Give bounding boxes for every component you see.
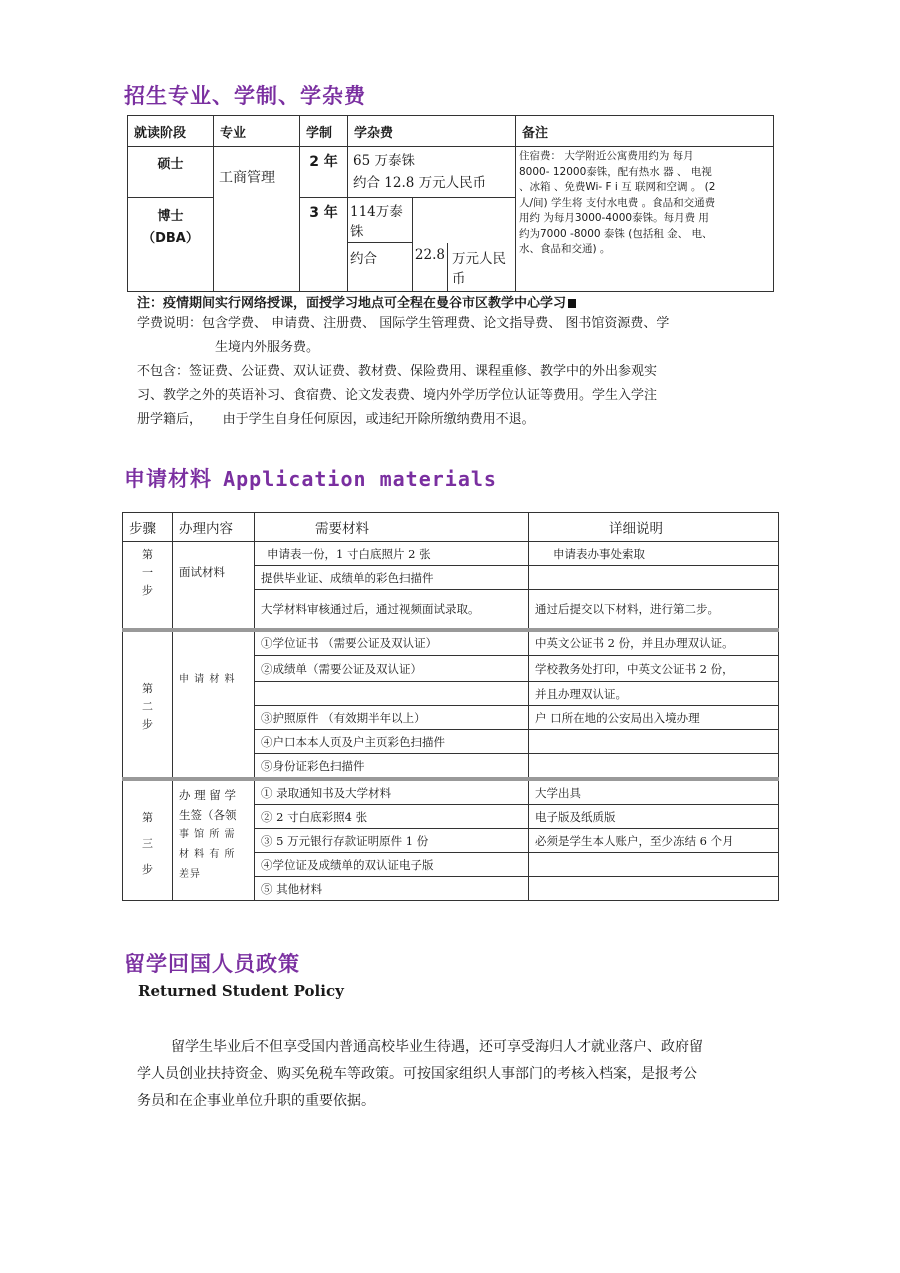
masters-fee-rmb: 约合 12.8 万元人民币 (353, 175, 487, 191)
materials-header-row (123, 513, 779, 542)
detail-cell: 中英文公证书 2 份，并且办理双认证。 (529, 630, 779, 656)
header-materials: 需要材料 (255, 513, 529, 542)
material-cell: ①学位证书 （需要公证及双认证） (255, 630, 529, 656)
step2-row (123, 630, 779, 656)
phd-duration: 3 年 (300, 198, 348, 292)
material-cell: ⑤ 其他材料 (255, 877, 529, 901)
step3-char: 三 (142, 837, 153, 850)
step3-char: 步 (142, 863, 153, 876)
detail-cell (529, 853, 779, 877)
tuition-section-title: 招生专业、学制、学杂费 (124, 84, 366, 108)
step1-content: 面试材料 (173, 542, 255, 630)
masters-duration: 2 年 (300, 147, 348, 198)
phd-fee-approx: 约合 (348, 243, 412, 292)
notes-cell (516, 147, 774, 292)
tuition-header-row (128, 116, 774, 147)
notes-line: 住宿费： 大学附近公寓费用约为 每月 (519, 150, 694, 162)
masters-fee (348, 147, 516, 198)
material-cell: 大学材料审核通过后，通过视频面试录取。 (255, 590, 529, 630)
step1-char: 步 (142, 584, 153, 597)
material-cell: ④学位证及成绩单的双认证电子版 (255, 853, 529, 877)
header-duration: 学制 (300, 116, 348, 147)
header-step: 步骤 (123, 513, 173, 542)
covid-note (137, 292, 576, 311)
fee-explanation (137, 312, 777, 432)
materials-table (122, 512, 779, 901)
notes-line: 约为7000 -8000 泰铢 (包括租 金、 电、 (519, 227, 713, 240)
excluded-line: 不包含：签证费、公证费、双认证费、教材费、保险费用、课程重修、教学中的外出参观实 (137, 364, 658, 379)
step3-row (123, 779, 779, 805)
material-cell: ② 2 寸白底彩照4 张 (255, 805, 529, 829)
phd-label-line1: 博士 (157, 209, 184, 224)
returned-line: 留学生毕业后不但享受国内普通高校毕业生待遇，还可享受海归人才就业落户、政府留 (171, 1039, 703, 1055)
step1-row (123, 542, 779, 566)
step3-content-line: 差异 (179, 869, 201, 880)
step3-content-line: 材 料 有 所 (179, 849, 236, 860)
material-cell: ④户口本本人页及户主页彩色扫描件 (255, 730, 529, 754)
excluded-line: 习、教学之外的英语补习、食宿费、论文发表费、境内外学历学位认证等费用。学生入学注 (137, 388, 658, 403)
detail-cell: 通过后提交以下材料，进行第二步。 (529, 590, 779, 630)
tuition-table (127, 115, 774, 292)
returned-paragraph (137, 1034, 787, 1115)
step3-content (173, 779, 255, 901)
returned-subtitle: Returned Student Policy (138, 982, 344, 1000)
phd-fee-unit: 万元人民币 (451, 250, 506, 287)
notes-line: 水、食品和交通) 。 (519, 243, 611, 255)
detail-cell (529, 877, 779, 901)
step3-char: 第 (142, 811, 153, 824)
covid-note-text: 注：疫情期间实行网络授课，面授学习地点可全程在曼谷市区教学中心学习 (137, 296, 567, 311)
detail-cell: 必须是学生本人账户，至少冻结 6 个月 (529, 829, 779, 853)
material-cell: ③ 5 万元银行存款证明原件 1 份 (255, 829, 529, 853)
material-cell: ②成绩单（需要公证及双认证） (255, 656, 529, 682)
detail-cell: 学校教务处打印，中英文公证书 2 份， (529, 656, 779, 682)
detail-cell (529, 566, 779, 590)
included-line: 生境内外服务费。 (215, 340, 320, 355)
masters-fee-thb: 65 万泰铢 (353, 153, 415, 169)
step2-content: 申 请 材 料 (173, 630, 255, 780)
header-notes: 备注 (516, 116, 774, 147)
step2-char: 步 (142, 717, 153, 731)
step3-content-line: 事 馆 所 需 (179, 829, 236, 840)
included-line: 学费说明：包含学费、 申请费、注册费、 国际学生管理费、论文指导费、 图书馆资源费、学 (137, 316, 670, 331)
square-bullet-icon (568, 299, 576, 308)
step3-content-line: 办 理 留 学 (179, 788, 236, 802)
step3-label (123, 779, 173, 901)
detail-cell (529, 730, 779, 754)
material-cell: 提供毕业证、成绩单的彩色扫描件 (255, 566, 529, 590)
material-cell (255, 682, 529, 706)
phd-fee-amount: 22.8 (412, 243, 447, 292)
material-cell: ⑤身份证彩色扫描件 (255, 754, 529, 780)
detail-cell: 并且办理双认证。 (529, 682, 779, 706)
detail-cell: 大学出具 (529, 779, 779, 805)
detail-cell (529, 754, 779, 780)
application-title-en: Application materials (223, 467, 497, 491)
notes-line: 用约 为每月3000-4000泰铢。每月费 用 (519, 212, 709, 224)
major-cell: 工商管理 (214, 147, 300, 292)
header-content: 办理内容 (173, 513, 255, 542)
application-title-cn: 申请材料 (124, 467, 212, 491)
detail-cell: 户 口所在地的公安局出入境办理 (529, 706, 779, 730)
application-section-title (124, 463, 497, 493)
phd-label (128, 198, 214, 292)
notes-line: 8000- 12000泰铢，配有热水 器 、 电视 (519, 165, 712, 178)
material-cell: ③护照原件 （有效期半年以上） (255, 706, 529, 730)
step3-content-line: 生签（各领 (179, 808, 237, 822)
header-fee: 学杂费 (348, 116, 516, 147)
returned-section-title: 留学回国人员政策 (124, 952, 300, 976)
step1-char: 一 (142, 566, 153, 579)
notes-line: 、冰箱 、免费Wi- F i 互 联网和空调 。 (2 (519, 181, 716, 193)
returned-line: 学人员创业扶持资金、购买免税车等政策。可按国家组织人事部门的考核入档案，是报考公 (137, 1066, 697, 1082)
step2-label (123, 630, 173, 780)
detail-cell: 申请表办事处索取 (529, 542, 779, 566)
step1-char: 第 (142, 548, 153, 561)
header-details: 详细说明 (529, 513, 779, 542)
header-major: 专业 (214, 116, 300, 147)
phd-fee-thb: 114万泰铢 (348, 198, 412, 243)
step1-label (123, 542, 173, 630)
detail-cell: 电子版及纸质版 (529, 805, 779, 829)
phd-fee (348, 198, 516, 292)
step2-char: 二 (142, 699, 153, 713)
masters-label: 硕士 (128, 147, 214, 198)
header-stage: 就读阶段 (128, 116, 214, 147)
step2-char: 第 (142, 681, 153, 695)
excluded-line: 册学籍后， 由于学生自身任何原因，或违纪开除所缴纳费用不退。 (137, 412, 535, 427)
masters-row (128, 147, 774, 198)
notes-line: 人/间) 学生将 支付水电费 。食品和交通费 (519, 196, 716, 209)
material-cell: ① 录取通知书及大学材料 (255, 779, 529, 805)
phd-label-line2: （DBA） (142, 231, 199, 246)
returned-line: 务员和在企事业单位升职的重要依据。 (137, 1093, 375, 1109)
material-cell: 申请表一份，1 寸白底照片 2 张 (255, 542, 529, 566)
